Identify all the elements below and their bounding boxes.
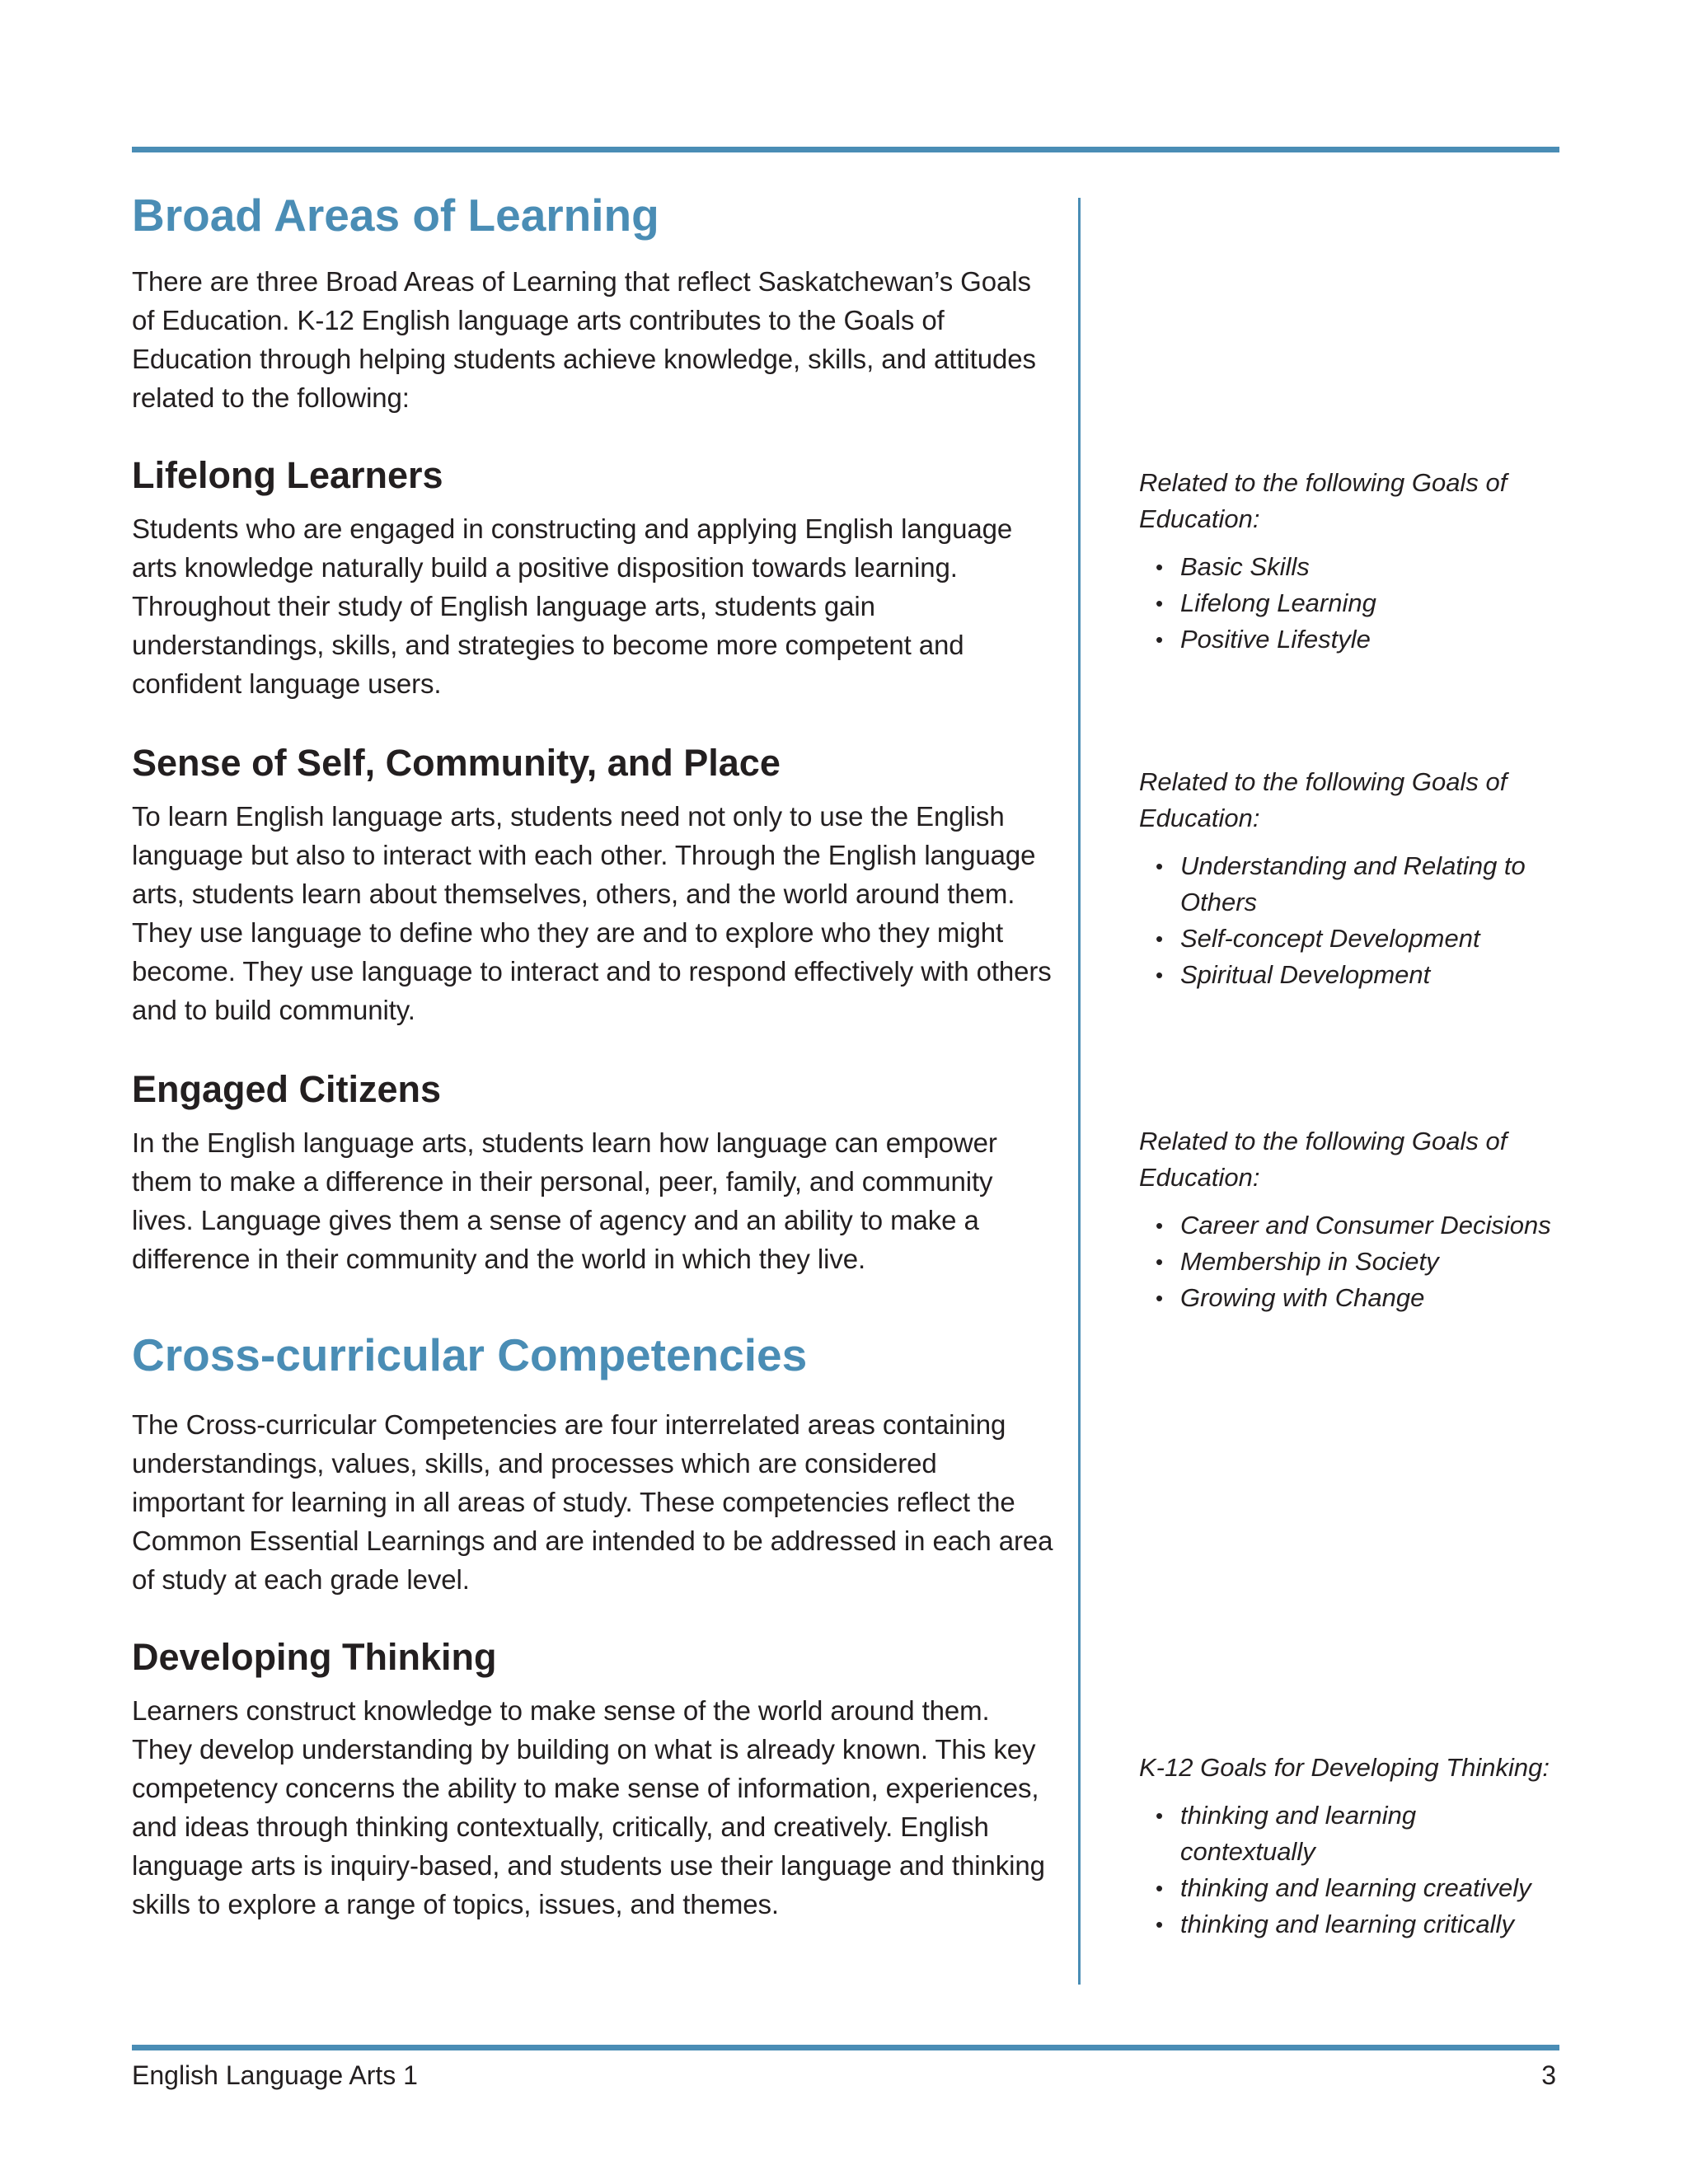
list-item: • Lifelong Learning xyxy=(1139,585,1551,621)
list-item: • Basic Skills xyxy=(1139,549,1551,585)
list-item: • Spiritual Development xyxy=(1139,957,1551,993)
list-item: • Self-concept Development xyxy=(1139,921,1551,957)
sense-of-self-heading: Sense of Self, Community, and Place xyxy=(132,742,781,784)
sidebar-note-intro: K-12 Goals for Developing Thinking: xyxy=(1139,1753,1550,1782)
lifelong-learners-text: Students who are engaged in constructing and applying English language arts knowledge naturally build a positive disposition towards learning. Throughout their study of English language arts, students gain understandings, skills, and strategies to become more competent and confident language users. xyxy=(132,513,1013,699)
column-divider xyxy=(1078,198,1081,1985)
lifelong-learners-heading: Lifelong Learners xyxy=(132,454,443,496)
footer-title: English Language Arts 1 xyxy=(132,2060,418,2090)
sidebar-note-intro: Related to the following Goals of Education: xyxy=(1139,1127,1507,1192)
list-item: • thinking and learning critically xyxy=(1139,1906,1551,1943)
list-item: • thinking and learning contextually xyxy=(1139,1797,1551,1870)
sidebar-note-lifelong xyxy=(1139,465,1551,658)
broad-areas-intro: There are three Broad Areas of Learning that reflect Saskatchewan’s Goals of Education. K-12 English language arts contributes to the Goals of Education through helping students achieve knowledge, skills, and attitudes related to the following: xyxy=(132,266,1036,413)
list-item: • thinking and learning creatively xyxy=(1139,1870,1551,1906)
goals-list xyxy=(1139,848,1551,993)
cross-curricular-intro: The Cross-curricular Competencies are four interrelated areas containing understandings, values, skills, and processes which are considered important for learning in all areas of study. These competencies reflect the Common Essential Learnings and are intended to be addressed in each area of study at each grade level. xyxy=(132,1409,1053,1595)
main-column xyxy=(132,188,1055,1924)
goals-list xyxy=(1139,549,1551,658)
goals-list xyxy=(1139,1797,1551,1943)
broad-areas-heading: Broad Areas of Learning xyxy=(132,190,659,241)
list-item: • Positive Lifestyle xyxy=(1139,621,1551,658)
sense-of-self-text: To learn English language arts, students need not only to use the English language but also to interact with each other. Through the English language arts, students learn about themselves, others, and the world around them. They use language to define who they are and to explore who they might become. They use language to interact and to respond effectively with others and to build community. xyxy=(132,801,1052,1025)
developing-thinking-text: Learners construct knowledge to make sense of the world around them. They develop understanding by building on what is already known. This key competency concerns the ability to make sense of information, experiences, and ideas through thinking contextually, critically, and creatively. English language arts is inquiry-based, and students use their language and thinking skills to explore a range of topics, issues, and themes. xyxy=(132,1695,1045,1919)
cross-curricular-heading: Cross-curricular Competencies xyxy=(132,1329,808,1380)
top-rule xyxy=(132,147,1559,152)
sidebar-note-self xyxy=(1139,764,1551,993)
sidebar-note-intro: Related to the following Goals of Education: xyxy=(1139,767,1507,832)
goals-list xyxy=(1139,1207,1551,1316)
list-item: • Career and Consumer Decisions xyxy=(1139,1207,1551,1244)
engaged-citizens-heading: Engaged Citizens xyxy=(132,1068,442,1110)
engaged-citizens-text: In the English language arts, students learn how language can empower them to make a difference in their personal, peer, family, and community lives. Language gives them a sense of agency and an ability to make a difference in their community and the world in which they live. xyxy=(132,1127,997,1274)
page-number: 3 xyxy=(1541,2060,1556,2090)
sidebar-note-citizens xyxy=(1139,1123,1551,1316)
list-item: • Membership in Society xyxy=(1139,1244,1551,1280)
sidebar-note-intro: Related to the following Goals of Education: xyxy=(1139,468,1507,533)
list-item: • Understanding and Relating to Others xyxy=(1139,848,1551,921)
sidebar-note-thinking xyxy=(1139,1750,1551,1943)
list-item: • Growing with Change xyxy=(1139,1280,1551,1316)
bottom-rule xyxy=(132,2045,1559,2050)
developing-thinking-heading: Developing Thinking xyxy=(132,1636,497,1678)
